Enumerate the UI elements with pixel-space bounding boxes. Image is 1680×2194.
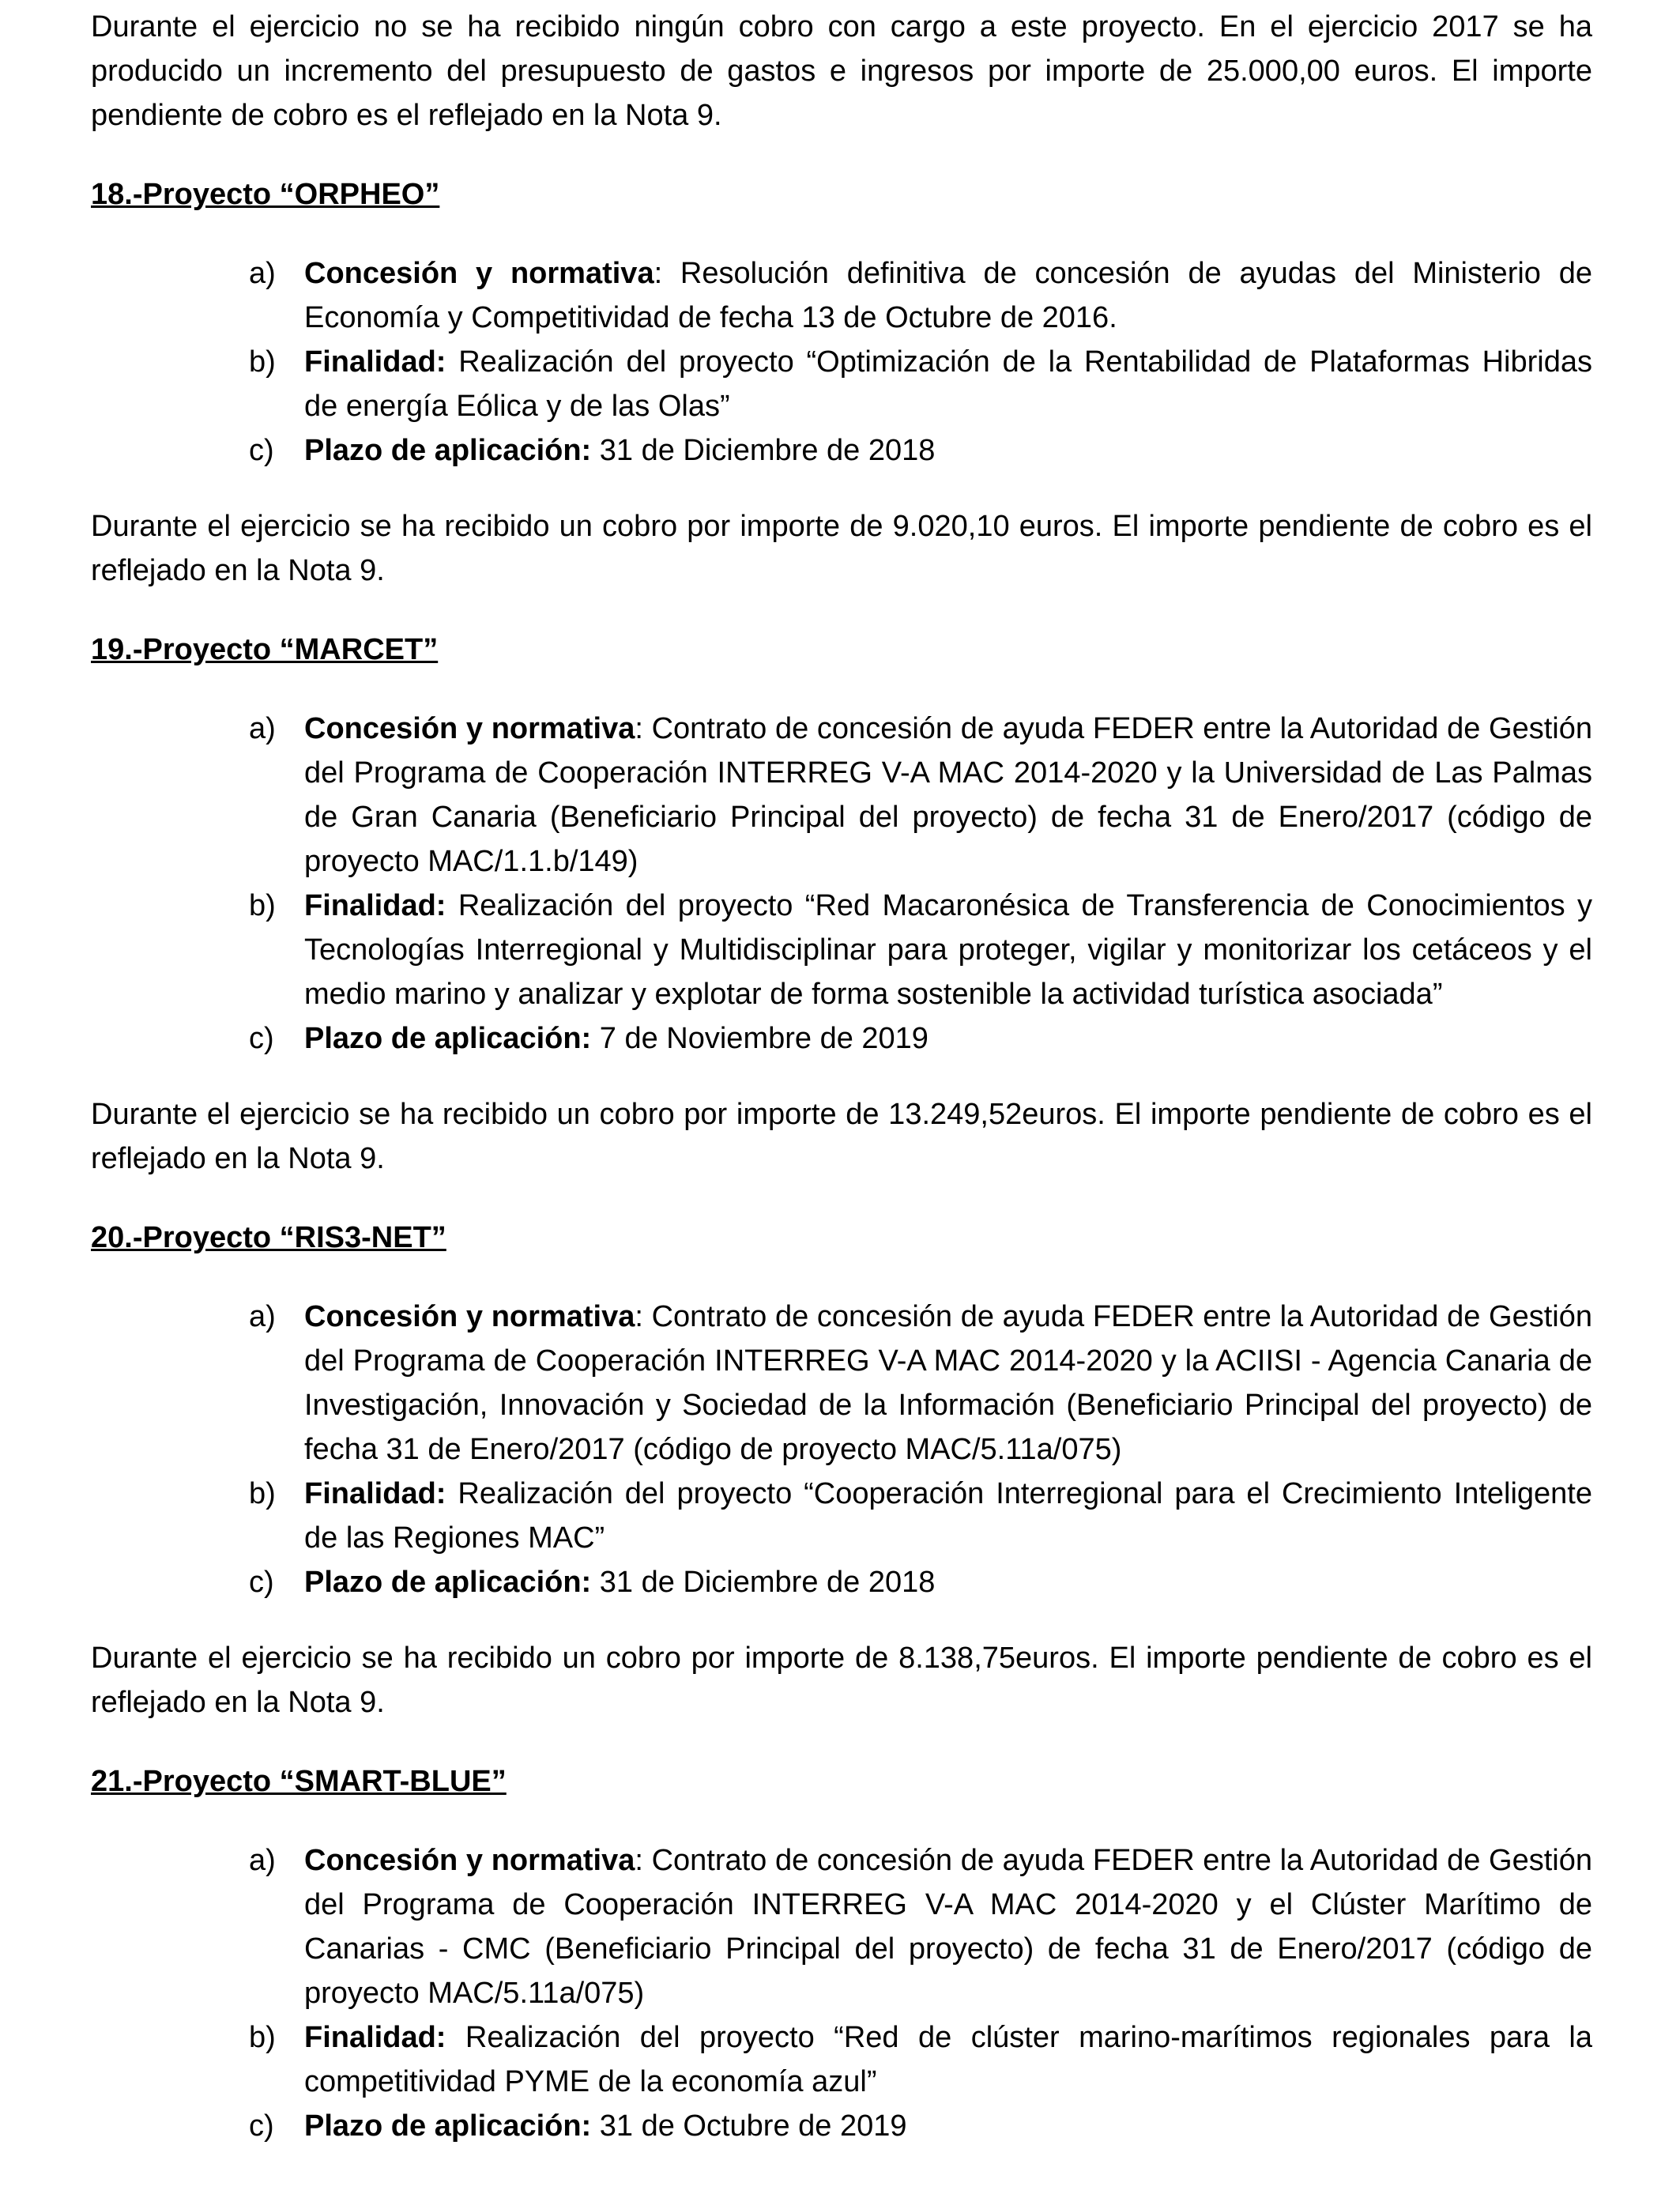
list-item-concesion <box>249 251 1592 340</box>
item-text: : Resolución definitiva de concesión de ayudas del Ministerio de Economía y Competitividad de fecha 13 de Octubre de 2016. <box>304 257 1592 334</box>
item-label: Concesión y normativa <box>304 1844 635 1877</box>
list-marker: b) <box>249 345 276 379</box>
item-label: Concesión y normativa <box>304 257 654 290</box>
intro-paragraph: Durante el ejercicio no se ha recibido ningún cobro con cargo a este proyecto. En el ejercicio 2017 se ha producido un incremento del presupuesto de gastos e ingresos por importe de 25.000,00 euros. El importe pendiente de cobro es el reflejado en la Nota 9. <box>91 10 1592 132</box>
closing-paragraph: Durante el ejercicio se ha recibido un cobro por importe de 9.020,10 euros. El importe pendiente de cobro es el reflejado en la Nota 9. <box>91 510 1592 587</box>
item-label: Finalidad: <box>304 889 446 922</box>
list-marker: a) <box>249 257 276 290</box>
item-text: 31 de Diciembre de 2018 <box>591 1566 936 1599</box>
list-marker: c) <box>249 1566 274 1599</box>
list-marker: c) <box>249 434 274 467</box>
item-label: Concesión y normativa <box>304 712 635 745</box>
list-marker: c) <box>249 2109 274 2143</box>
list-marker: b) <box>249 889 276 922</box>
item-text: : Contrato de concesión de ayuda FEDER entre la Autoridad de Gestión del Programa de Cooperación INTERREG V-A MAC 2014-2020 y la Universidad de Las Palmas de Gran Canaria (Beneficiario Principal del proyecto) de fecha 31 de Enero/2017 (código de proyecto MAC/1.1.b/149) <box>304 712 1592 878</box>
item-label: Plazo de aplicación: <box>304 434 592 467</box>
item-label: Plazo de aplicación: <box>304 2109 592 2143</box>
item-text: : Contrato de concesión de ayuda FEDER entre la Autoridad de Gestión del Programa de Cooperación INTERREG V-A MAC 2014-2020 y la ACIISI - Agencia Canaria de Investigación, Innovación y Sociedad de la Información (Beneficiario Principal del proyecto) de fecha 31 de Enero/2017 (código de proyecto MAC/5.11a/075) <box>304 1300 1592 1466</box>
list-item-finalidad <box>249 884 1592 1016</box>
list-item-finalidad <box>249 340 1592 428</box>
section-heading: 20.-Proyecto “RIS3-NET” <box>91 1221 446 1254</box>
list-marker: c) <box>249 1022 274 1055</box>
section-orpheo <box>91 172 1592 593</box>
item-label: Plazo de aplicación: <box>304 1566 592 1599</box>
document-page <box>91 5 1592 2180</box>
closing-paragraph: Durante el ejercicio se ha recibido un cobro por importe de 13.249,52euros. El importe pendiente de cobro es el reflejado en la Nota 9. <box>91 1098 1592 1175</box>
list-item-plazo <box>249 2104 1592 2148</box>
section-heading: 19.-Proyecto “MARCET” <box>91 633 439 666</box>
item-text: : Contrato de concesión de ayuda FEDER entre la Autoridad de Gestión del Programa de Cooperación INTERREG V-A MAC 2014-2020 y el Clúster Marítimo de Canarias - CMC (Beneficiario Principal del proyecto) de fecha 31 de Enero/2017 (código de proyecto MAC/5.11a/075) <box>304 1844 1592 2010</box>
item-list <box>91 1838 1592 2148</box>
closing-paragraph: Durante el ejercicio se ha recibido un cobro por importe de 8.138,75euros. El importe pendiente de cobro es el reflejado en la Nota 9. <box>91 1642 1592 1719</box>
section-ris3-net <box>91 1216 1592 1725</box>
list-item-finalidad <box>249 2015 1592 2104</box>
section-heading: 18.-Proyecto “ORPHEO” <box>91 178 440 211</box>
item-label: Concesión y normativa <box>304 1300 635 1333</box>
section-marcet <box>91 628 1592 1181</box>
list-item-plazo <box>249 1560 1592 1604</box>
item-text: Realización del proyecto “Optimización de la Rentabilidad de Plataformas Hibridas de energía Eólica y de las Olas” <box>304 345 1592 423</box>
item-list <box>91 1295 1592 1604</box>
item-label: Finalidad: <box>304 1477 446 1510</box>
list-marker: b) <box>249 2021 276 2054</box>
list-marker: b) <box>249 1477 276 1510</box>
item-label: Finalidad: <box>304 345 446 379</box>
item-text: 31 de Octubre de 2019 <box>591 2109 907 2143</box>
item-label: Finalidad: <box>304 2021 446 2054</box>
item-text: 7 de Noviembre de 2019 <box>591 1022 929 1055</box>
list-item-concesion <box>249 1295 1592 1472</box>
section-heading: 21.-Proyecto “SMART-BLUE” <box>91 1765 507 1798</box>
list-marker: a) <box>249 712 276 745</box>
item-text: Realización del proyecto “Red de clúster marino-marítimos regionales para la competitividad PYME de la economía azul” <box>304 2021 1592 2098</box>
list-item-concesion <box>249 1838 1592 2015</box>
list-item-finalidad <box>249 1472 1592 1560</box>
item-list <box>91 707 1592 1061</box>
list-item-plazo <box>249 1016 1592 1061</box>
item-text: Realización del proyecto “Red Macaronésica de Transferencia de Conocimientos y Tecnologías Interregional y Multidisciplinar para proteger, vigilar y monitorizar los cetáceos y el medio marino y analizar y explotar de forma sostenible la actividad turística asociada” <box>304 889 1592 1011</box>
list-marker: a) <box>249 1844 276 1877</box>
item-label: Plazo de aplicación: <box>304 1022 592 1055</box>
section-smart-blue <box>91 1759 1592 2148</box>
list-item-plazo <box>249 428 1592 473</box>
item-text: Realización del proyecto “Cooperación Interregional para el Crecimiento Inteligente de las Regiones MAC” <box>304 1477 1592 1555</box>
item-list <box>91 251 1592 473</box>
item-text: 31 de Diciembre de 2018 <box>591 434 936 467</box>
list-marker: a) <box>249 1300 276 1333</box>
list-item-concesion <box>249 707 1592 884</box>
